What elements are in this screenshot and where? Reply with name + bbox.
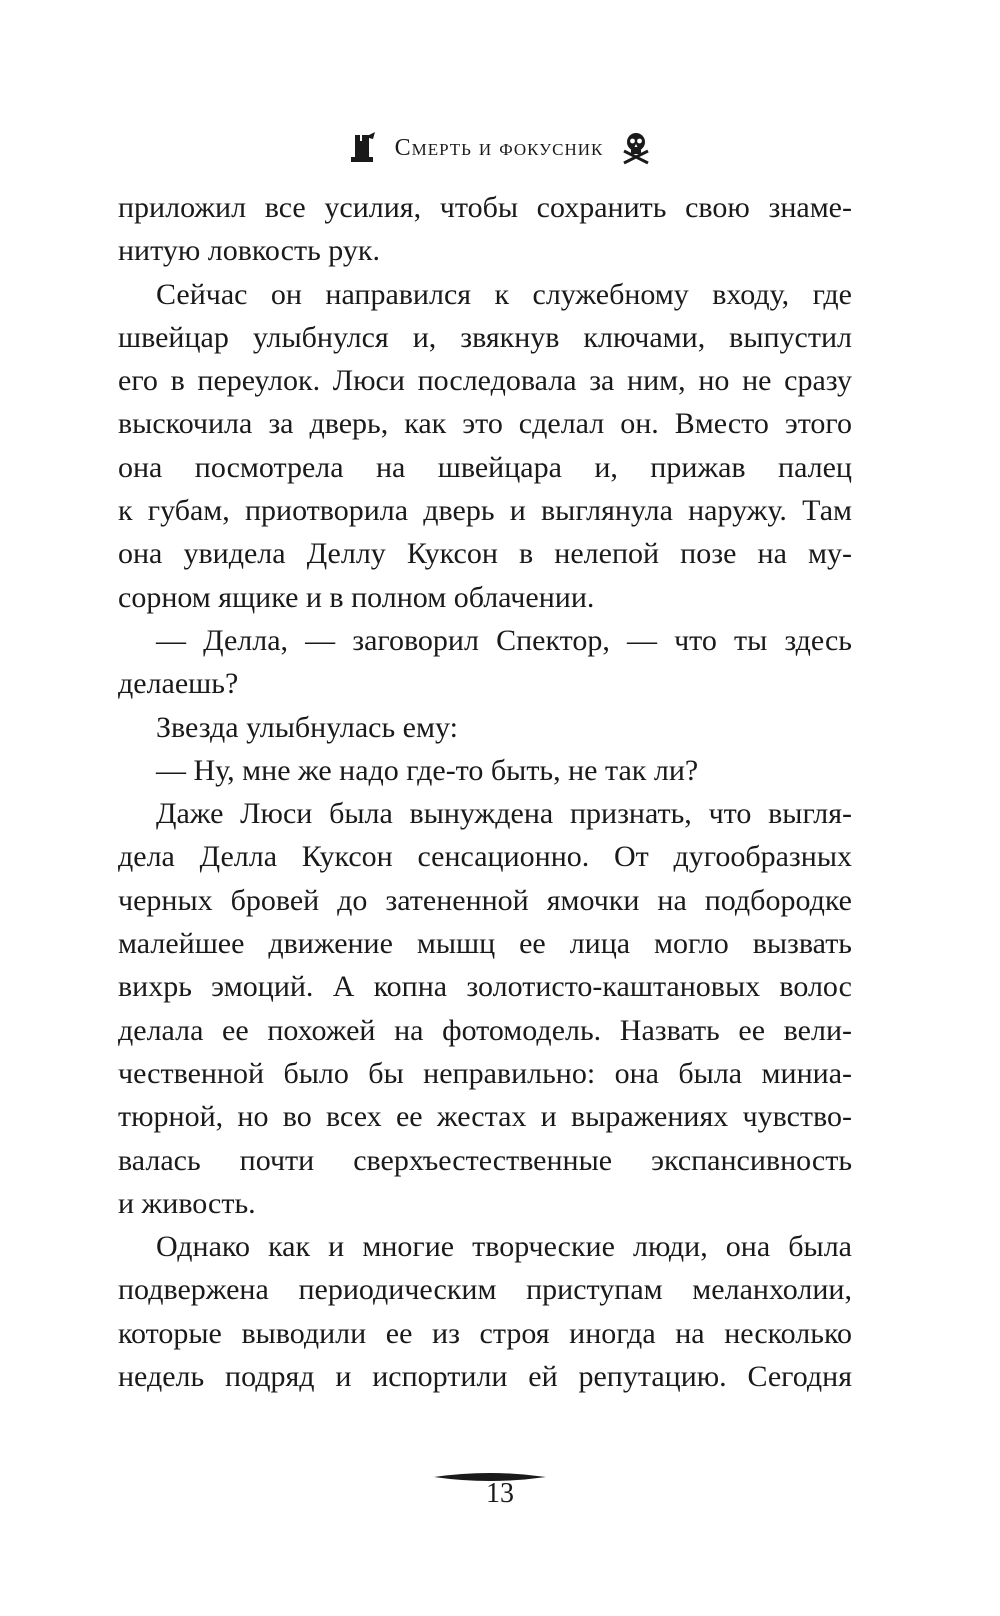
text-line: малейшее движение мышц ее лица могло вызвать (118, 927, 852, 961)
text-line: Звезда улыбнулась ему: (156, 710, 458, 744)
text-line: — Ну, мне же надо где-то быть, не так ли? (156, 753, 699, 787)
text-line: сорном ящике и в полном облачении. (118, 580, 595, 614)
text-line: и живость. (118, 1186, 256, 1220)
text-line: — Делла, — заговорил Спектор, — что ты здесь (156, 623, 852, 657)
text-line: Сейчас он направился к служебному входу, где (156, 277, 852, 311)
text-line: швейцар улыбнулся и, звякнув ключами, выпустил (118, 320, 852, 354)
text-line: делаешь? (118, 667, 239, 701)
text-line: к губам, приотворила дверь и выглянула наружу. Там (118, 494, 852, 528)
text-line: дела Делла Куксон сенсационно. От дугообразных (118, 840, 852, 874)
text-line: вихрь эмоций. А копна золотисто-каштановых волос (118, 970, 852, 1004)
text-line: тюрной, но во всех ее жестах и выражениях чувство- (118, 1100, 852, 1134)
text-line: которые выводили ее из строя иногда на несколько (118, 1316, 852, 1350)
text-line: делала ее похожей на фотомодель. Назвать ее вели- (118, 1013, 852, 1047)
text-line: Даже Люси была вынуждена признать, что выгля- (156, 797, 852, 831)
text-line: валась почти сверхъестественные экспансивность (118, 1143, 852, 1177)
skull-crossbones-icon (621, 131, 651, 165)
text-line: нитую ловкость рук. (118, 234, 380, 268)
text-line: приложил все усилия, чтобы сохранить свою знаме- (118, 191, 852, 224)
text-line: она посмотрела на швейцара и, прижав палец (118, 450, 852, 484)
text-line: выскочила за дверь, как это сделал он. Вместо этого (118, 407, 852, 441)
text-line: она увидела Деллу Куксон в нелепой позе на му- (118, 537, 852, 571)
text-line: чественной было бы неправильно: она была миниа- (118, 1056, 852, 1090)
text-line: Однако как и многие творческие люди, она была (156, 1230, 852, 1264)
running-header (0, 118, 1000, 178)
page-number: 13 (486, 1478, 514, 1509)
body-text (118, 186, 852, 1398)
text-line: подвержена периодическим приступам меланхолии, (118, 1273, 852, 1307)
top-hat-icon (349, 131, 377, 165)
text-line: его в переулок. Люси последовала за ним, но не сразу (118, 364, 852, 398)
text-line: недель подряд и испортили ей репутацию. Сегодня (118, 1360, 852, 1394)
text-line: черных бровей до затененной ямочки на подбородке (118, 883, 852, 917)
book-title: Смерть и фокусник (394, 134, 604, 161)
